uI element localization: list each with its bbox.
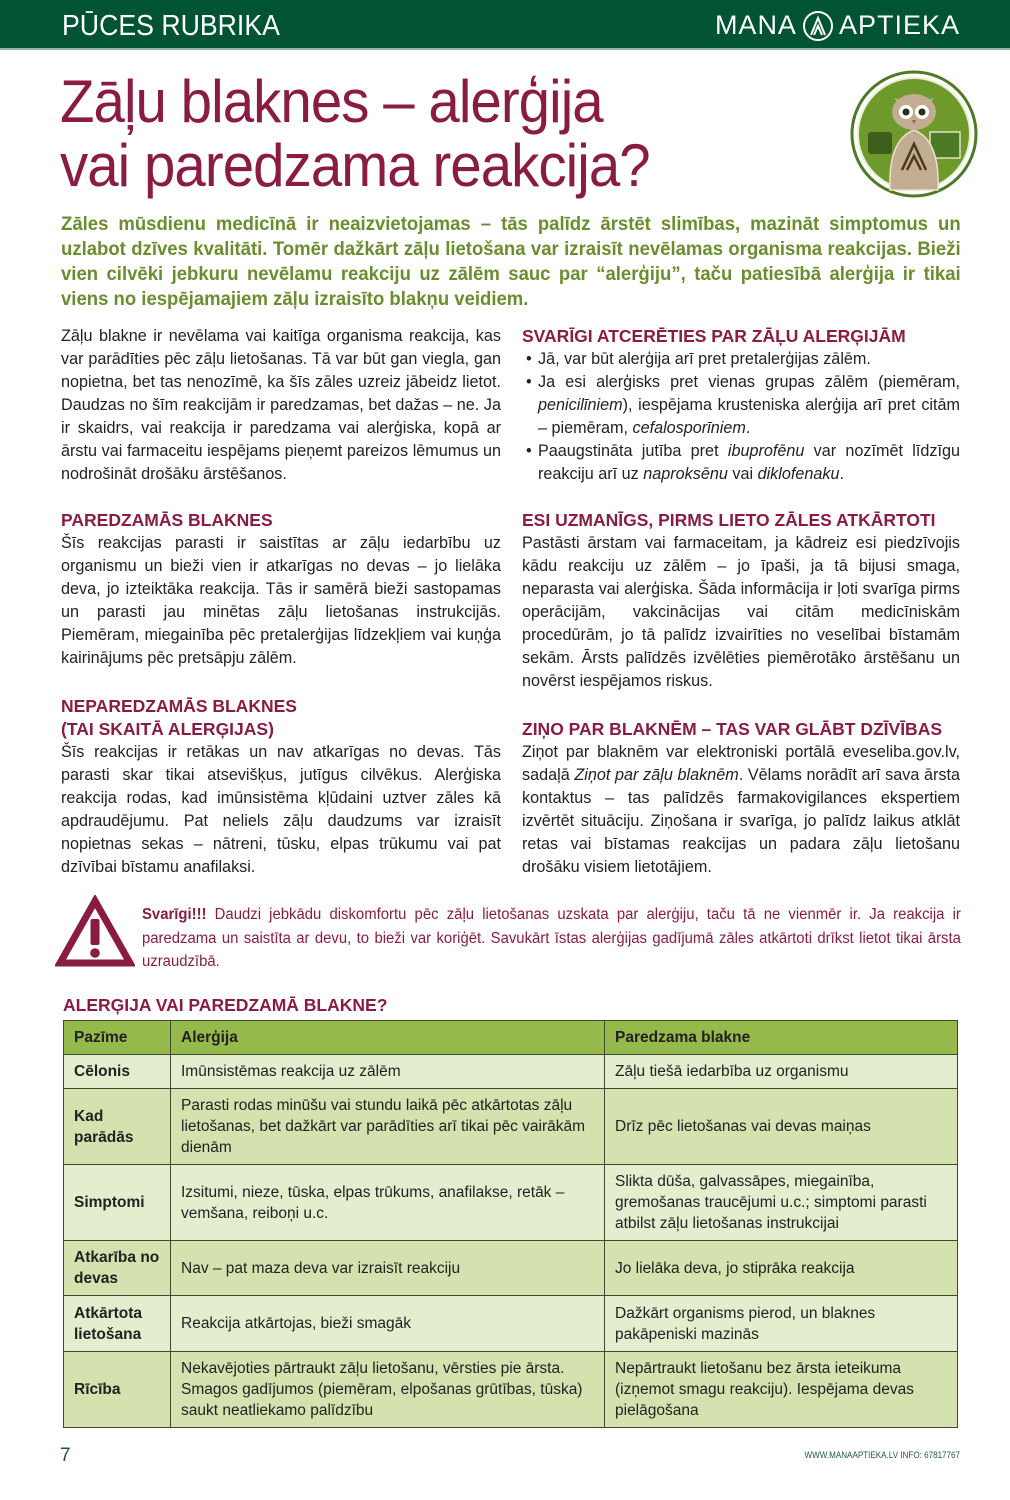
bullet-text: vai <box>727 465 758 483</box>
report-section <box>522 718 960 879</box>
owl-mascot-badge-icon <box>850 70 978 198</box>
report-text: Ziņot par blaknēm var elektroniski portālā eveseliba.gov.lv, sadaļā <box>522 743 960 784</box>
intro-section <box>61 325 501 486</box>
article-title <box>60 70 774 198</box>
expected-cell: Nepārtraukt lietošanu bez ārsta ieteikuma (izņemot smagu reakciju). Iespējama devas pielāgošana <box>605 1352 958 1428</box>
column-header: Alerģija <box>171 1021 605 1055</box>
brand-logo <box>715 10 960 41</box>
allergy-cell: Nekavējoties pārtraukt zāļu lietošanu, vērsties pie ārsta. Smagos gadījumos (piemēram, elpošanas grūtības, tūska) saukt neatliekamo palīdzību <box>171 1352 605 1428</box>
unexpected-heading-line-2: (TAI SKAITĀ ALERĢIJAS) <box>61 719 274 739</box>
expected-cell: Slikta dūša, galvassāpes, miegainība, gremošanas traucējumi u.c.; simptomi parasti atbilst zāļu lietošanas instrukcijai <box>605 1165 958 1241</box>
footer-contact-info: WWW.MANAAPTIEKA.LV INFO: 67817767 <box>804 1450 960 1461</box>
warning-text <box>142 903 961 974</box>
drug-name: diklofenaku <box>757 465 840 483</box>
table-row <box>64 1352 958 1428</box>
allergy-cell: Nav – pat maza deva var izraisīt reakciju <box>171 1241 605 1296</box>
mana-aptieka-logo-icon <box>803 11 833 41</box>
section-rubric: PŪCES RUBRIKA <box>62 10 280 42</box>
title-line-2: vai paredzama reakcija? <box>60 132 650 199</box>
column-header: Paredzama blakne <box>605 1021 958 1055</box>
report-body <box>522 741 960 879</box>
row-key: Kad parādās <box>64 1089 171 1165</box>
remember-section <box>522 325 960 486</box>
allergy-cell: Parasti rodas minūšu vai stundu laikā pēc atkārtotas zāļu lietošanas, bet dažkārt var parādīties arī tikai pēc vairākām dienām <box>171 1089 605 1165</box>
drug-name: cefalosporīniem <box>632 419 746 437</box>
table-row <box>64 1165 958 1241</box>
row-key: Simptomi <box>64 1165 171 1241</box>
remember-list <box>522 348 960 486</box>
header-bar <box>0 0 1010 50</box>
intro-paragraph: Zāļu blakne ir nevēlama vai kaitīga organisma reakcija, kas var parādīties pēc zāļu lietošanas. Tā var būt gan viegla, gan nopietna, bet tas nenozīmē, ka šīs zāles uzreiz jābeidz lietot. Daudzas no šīm reakcijām ir paredzamas, bet dažas – ne. Ja ir skaidrs, vai reakcija ir paredzama vai alerģiska, kopā ar ārstu vai farmaceitu iespējams pieņemt pareizos lēmumus un nodrošināt drošāku ārstēšanos. <box>61 327 501 483</box>
row-key: Cēlonis <box>64 1055 171 1089</box>
table-row <box>64 1089 958 1165</box>
report-heading: ZIŅO PAR BLAKNĒM – TAS VAR GLĀBT DZĪVĪBAS <box>522 719 942 739</box>
warning-callout <box>55 895 965 975</box>
careful-heading: ESI UZMANĪGS, PIRMS LIETO ZĀLES ATKĀRTOTI <box>522 510 936 530</box>
bullet-text: ), iespējama krusteniska alerģija arī pret citām – piemēram, <box>538 396 960 437</box>
bullet-text: var nozīmēt līdzīgu reakciju arī uz <box>538 442 960 483</box>
list-item <box>522 440 960 486</box>
allergy-cell: Reakcija atkārtojas, bieži smagāk <box>171 1296 605 1352</box>
table-header-row <box>64 1021 958 1055</box>
allergy-cell: Imūnsistēmas reakcija uz zālēm <box>171 1055 605 1089</box>
table-title: ALERĢIJA VAI PAREDZAMĀ BLAKNE? <box>63 995 388 1015</box>
table-row <box>64 1241 958 1296</box>
report-section-name: Ziņot par zāļu blaknēm <box>574 766 739 784</box>
row-key: Rīcība <box>64 1352 171 1428</box>
unexpected-heading-line-1: NEPAREDZAMĀS BLAKNES <box>61 696 297 716</box>
warning-body: Daudzi jebkādu diskomfortu pēc zāļu lietošanas uzskata par alerģiju, taču tā ne vienmēr ir. Ja reakcija ir paredzama un saistīta ar devu, to bieži var koriģēt. Savukārt īstas alerģijas gadījumā zāles atkārtoti drīkst lietot tikai ārsta uzraudzībā. <box>142 906 961 970</box>
brand-name-left: MANA <box>714 10 797 40</box>
warning-label: Svarīgi!!! <box>142 906 207 923</box>
unexpected-effects-heading <box>61 695 501 741</box>
lead-paragraph: Zāles mūsdienu medicīnā ir neaizvietojamas – tās palīdz ārstēt slimības, mazināt simptomus un uzlabot dzīves kvalitāti. Tomēr dažkārt zāļu lietošana var izraisīt nevēlamas organisma reakcijas. Bieži vien cilvēki jebkuru nevēlamu reakciju uz zālēm sauc par “alerģiju”, taču patiesībā alerģija ir tikai viens no iespējamajiem zāļu izraisīto blakņu veidiem. <box>61 213 961 310</box>
careful-section <box>522 509 960 693</box>
table-row <box>64 1296 958 1352</box>
list-item <box>522 348 960 371</box>
expected-effects-section <box>61 509 501 670</box>
unexpected-effects-body: Šīs reakcijas ir retākas un nav atkarīgas no devas. Tās parasti skar tikai atsevišķus, jutīgus cilvēkus. Alerģiska reakcija rodas, kad imūnsistēma kļūdaini uztver zāles kā apdraudējumu. Pat neliels zāļu daudzums var izraisīt nopietnas sekas – nātreni, tūsku, elpas trūkumu vai pat dzīvībai bīstamu anafilaksi. <box>61 743 501 876</box>
bullet-text: . <box>745 419 751 437</box>
title-line-1: Zāļu blaknes – alerģija <box>60 68 603 135</box>
expected-effects-heading: PAREDZAMĀS BLAKNES <box>61 510 273 530</box>
page-number: 7 <box>60 1445 71 1466</box>
row-key: Atkarība no devas <box>64 1241 171 1296</box>
drug-name: penicilīniem <box>538 396 623 414</box>
unexpected-effects-section <box>61 695 501 879</box>
list-item <box>522 371 960 440</box>
brand-name-right: APTIEKA <box>838 10 960 40</box>
column-header: Pazīme <box>64 1021 171 1055</box>
expected-cell: Dažkārt organisms pierod, un blaknes pakāpeniski mazinās <box>605 1296 958 1352</box>
bullet-text: Jā, var būt alerģija arī pret pretalerģijas zālēm. <box>538 350 871 368</box>
careful-body: Pastāsti ārstam vai farmaceitam, ja kādreiz esi piedzīvojis kādu reakciju uz zālēm – jo īpaši, ja tā bijusi smaga, neparasta vai alerģiska. Šāda informācija ir ļoti svarīga pirms operācijām, vakcinācijas vai citām medicīniskām procedūrām, jo tā palīdz izvairīties no veselībai bīstamām sekām. Ārsts palīdzēs izvēlēties piemērotāko ārstēšanu un novērst iespējamos riskus. <box>522 534 960 690</box>
bullet-text: Paaugstināta jutība pret <box>538 442 728 460</box>
remember-heading: SVARĪGI ATCERĒTIES PAR ZĀĻU ALERĢIJĀM <box>522 326 906 346</box>
expected-cell: Zāļu tiešā iedarbība uz organismu <box>605 1055 958 1089</box>
drug-name: ibuprofēnu <box>727 442 805 460</box>
bullet-text: Ja esi alerģisks pret vienas grupas zālēm (piemēram, <box>538 373 960 391</box>
table-row <box>64 1055 958 1089</box>
warning-triangle-icon <box>55 895 135 969</box>
drug-name: naproksēnu <box>643 465 728 483</box>
row-key: Atkārtota lietošana <box>64 1296 171 1352</box>
expected-cell: Jo lielāka deva, jo stiprāka reakcija <box>605 1241 958 1296</box>
expected-effects-body: Šīs reakcijas parasti ir saistītas ar zāļu iedarbību uz organismu un bieži vien ir atkarīgas no devas – jo lielāka deva, jo izteiktāka reakcija. Tās ir samērā bieži sastopamas un parasti jau minētas zāļu lietošanas instrukcijās. Piemēram, miegainība pēc pretalerģijas līdzekļiem vai kuņģa kairinājums pēc pretsāpju zālēm. <box>61 534 501 667</box>
comparison-table <box>63 1020 958 1428</box>
bullet-text: . <box>839 465 844 483</box>
allergy-cell: Izsitumi, nieze, tūska, elpas trūkums, anafilakse, retāk – vemšana, reiboņi u.c. <box>171 1165 605 1241</box>
report-text: . Vēlams norādīt arī sava ārsta kontaktus – tas palīdzēs farmakovigilances ekspertiem izvērtēt situāciju. Ziņošana ir svarīga, jo palīdz laikus atklāt retas vai bīstamas reakcijas un padara zāļu lietošanu drošāku visiem lietotājiem. <box>522 766 961 876</box>
expected-cell: Drīz pēc lietošanas vai devas maiņas <box>605 1089 958 1165</box>
